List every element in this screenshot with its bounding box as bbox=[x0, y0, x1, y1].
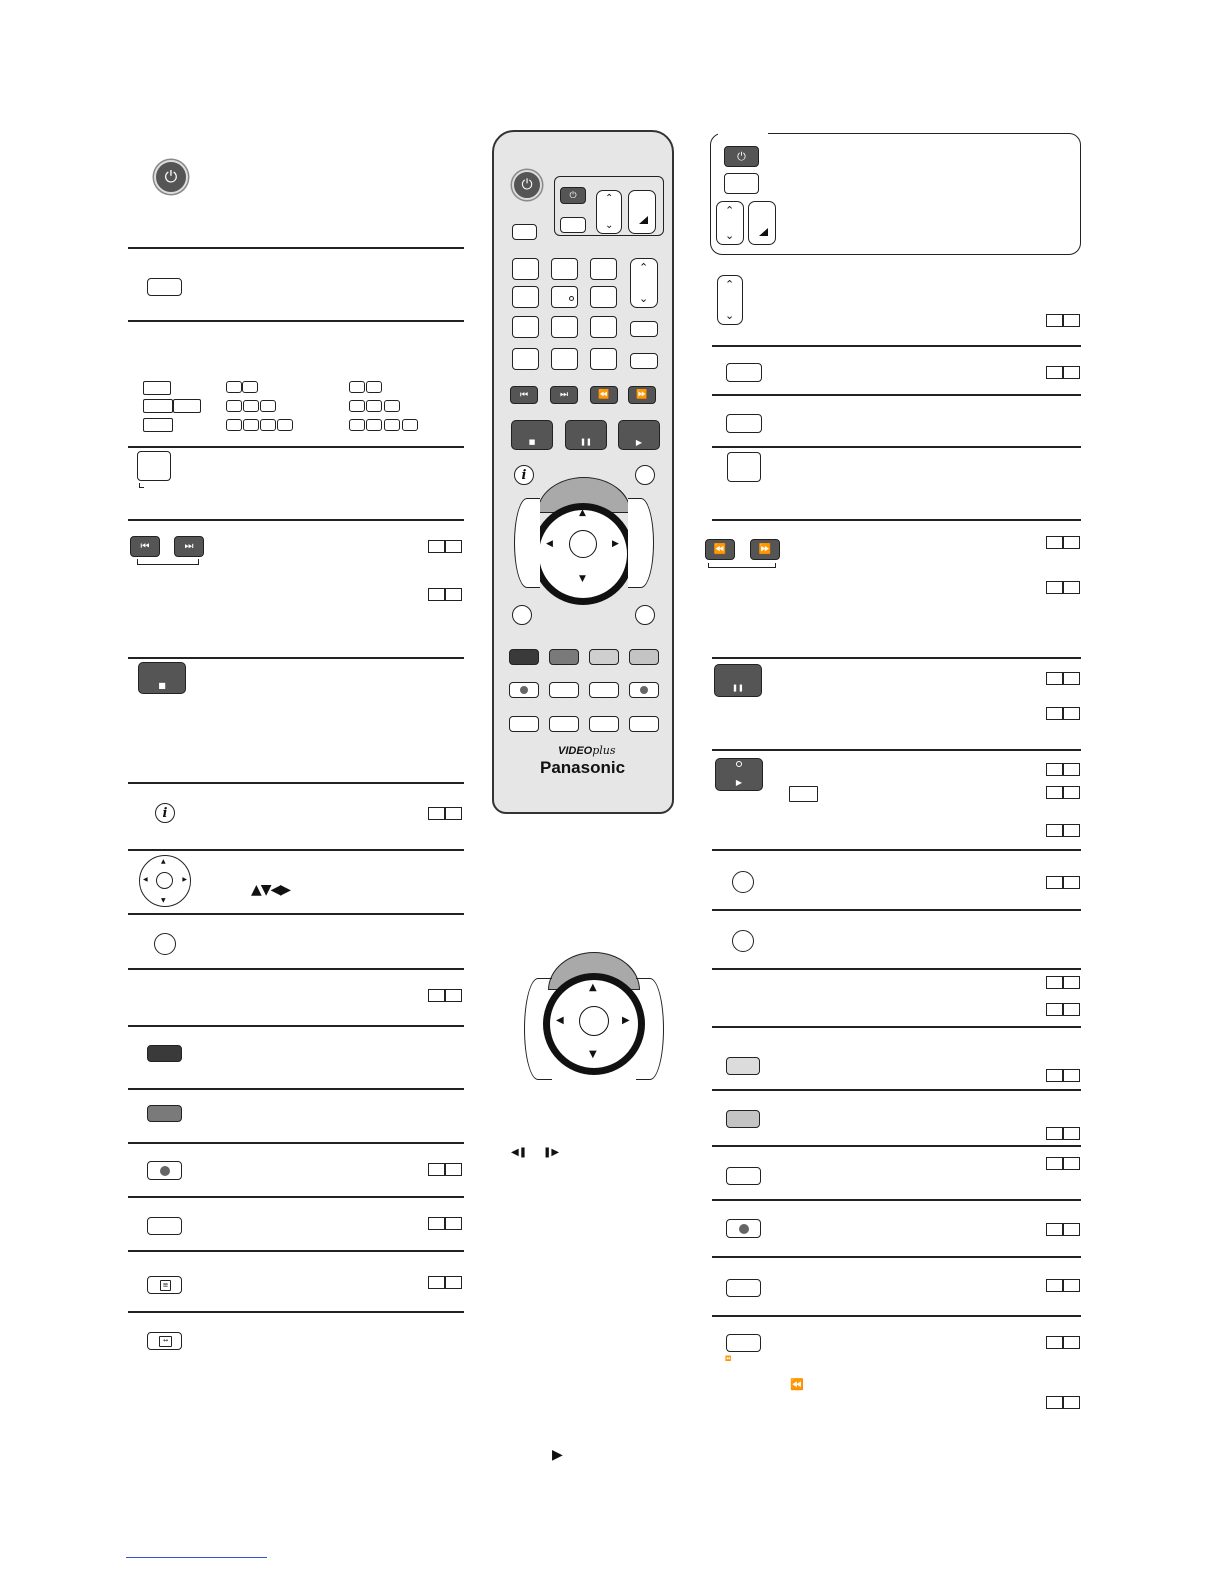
right-arrow-icon: ▶ bbox=[612, 539, 619, 549]
book-icon bbox=[1046, 1336, 1080, 1350]
skip-back-key-icon: ⏮ bbox=[510, 386, 538, 404]
number-key-icon bbox=[590, 258, 617, 280]
color-key-silver-icon bbox=[726, 1110, 760, 1128]
bracket-mark bbox=[139, 483, 144, 488]
divider bbox=[128, 913, 464, 915]
play-key-icon: ▶ bbox=[715, 758, 763, 791]
divider bbox=[712, 1089, 1081, 1091]
tv-power-key-icon: ⏻ bbox=[560, 187, 586, 204]
nav-left-arc bbox=[514, 498, 540, 588]
divider bbox=[712, 657, 1081, 659]
number-key-icon bbox=[512, 348, 539, 370]
book-icon bbox=[428, 807, 462, 821]
book-icon bbox=[1046, 1069, 1080, 1083]
round-key-icon bbox=[635, 605, 655, 625]
color-key-light-icon bbox=[726, 1057, 760, 1075]
divider bbox=[128, 446, 464, 448]
book-icon bbox=[1046, 314, 1080, 328]
book-icon bbox=[1046, 1003, 1080, 1017]
book-icon bbox=[1046, 1279, 1080, 1293]
divider bbox=[712, 394, 1081, 396]
footer-link-underline bbox=[126, 1557, 267, 1558]
stop-key-icon: ■ bbox=[138, 662, 186, 694]
rewind-key-icon: ⏪ bbox=[705, 539, 735, 560]
number-key-icon bbox=[590, 348, 617, 370]
key-outline-icon bbox=[727, 452, 761, 482]
divider bbox=[712, 345, 1081, 347]
frame-back-icon: ◀❚ bbox=[511, 1147, 528, 1158]
divider bbox=[712, 1026, 1081, 1028]
divider bbox=[128, 849, 464, 851]
key-outline-icon bbox=[726, 363, 762, 382]
number-key-icon bbox=[551, 286, 578, 308]
tv-input-key-icon bbox=[724, 173, 759, 194]
function-key-icon: ↔ bbox=[147, 1332, 182, 1350]
number-key-icon bbox=[551, 258, 578, 280]
divider bbox=[712, 1145, 1081, 1147]
divider bbox=[128, 1142, 464, 1144]
book-icon bbox=[428, 588, 462, 602]
number-key-icon bbox=[512, 258, 539, 280]
small-rewind-mark-icon: ⏪ bbox=[725, 1356, 732, 1362]
book-icon bbox=[1046, 707, 1080, 721]
fast-forward-key-icon: ⏩ bbox=[750, 539, 780, 560]
up-arrow-icon: ▲ bbox=[579, 508, 586, 518]
book-icon bbox=[428, 1217, 462, 1231]
divider bbox=[128, 247, 464, 249]
key-outline-icon bbox=[137, 451, 171, 481]
tv-channel-key-icon: ⌃ ⌄ bbox=[716, 201, 744, 245]
remote-control-illustration bbox=[492, 130, 674, 814]
pause-key-icon: ❚❚ bbox=[714, 664, 762, 697]
key-outline-icon bbox=[726, 1334, 761, 1352]
divider bbox=[128, 1196, 464, 1198]
book-icon bbox=[1046, 1396, 1080, 1410]
left-arrow-icon: ◀ bbox=[546, 539, 553, 549]
function-key-outline-icon bbox=[589, 716, 619, 732]
divider bbox=[128, 320, 464, 322]
tv-channel-key-icon: ⌃ ⌄ bbox=[596, 190, 622, 234]
divider bbox=[128, 657, 464, 659]
divider bbox=[712, 849, 1081, 851]
divider bbox=[712, 1199, 1081, 1201]
book-icon bbox=[1046, 1223, 1080, 1237]
tv-volume-key-icon bbox=[748, 201, 776, 245]
divider bbox=[128, 782, 464, 784]
record-key-icon bbox=[726, 1219, 761, 1238]
divider bbox=[712, 968, 1081, 970]
color-key-dark-icon bbox=[147, 1045, 182, 1062]
color-key-gray-icon bbox=[549, 649, 579, 665]
book-icon bbox=[1046, 786, 1080, 800]
key-outline-icon bbox=[789, 786, 818, 802]
frame-forward-icon: ❚▶ bbox=[543, 1147, 560, 1158]
right-arrow-icon: ▶ bbox=[622, 1015, 630, 1026]
play-key-icon: ▶ bbox=[618, 420, 660, 450]
enter-key-icon bbox=[569, 530, 597, 558]
round-key-icon bbox=[732, 871, 754, 893]
input-select-key-icon bbox=[512, 224, 537, 240]
book-icon bbox=[1046, 876, 1080, 890]
number-key-icon bbox=[512, 286, 539, 308]
record-key-icon bbox=[509, 682, 539, 698]
menu-key-icon: ≡ bbox=[147, 1276, 182, 1294]
book-icon bbox=[1046, 1127, 1080, 1141]
enter-key-icon bbox=[579, 1006, 609, 1036]
number-key-icon bbox=[551, 348, 578, 370]
divider bbox=[712, 446, 1081, 448]
info-icon: i bbox=[155, 803, 175, 823]
pause-key-icon: ❚❚ bbox=[565, 420, 607, 450]
divider bbox=[128, 968, 464, 970]
divider bbox=[712, 749, 1081, 751]
function-key-outline-icon bbox=[549, 682, 579, 698]
record-key-icon bbox=[629, 682, 659, 698]
round-key-icon bbox=[635, 465, 655, 485]
tv-box-tab bbox=[718, 131, 768, 135]
key-outline-icon bbox=[147, 278, 182, 296]
book-icon bbox=[1046, 824, 1080, 838]
book-icon bbox=[428, 1276, 462, 1290]
color-key-light-icon bbox=[589, 649, 619, 665]
record-key-icon bbox=[147, 1161, 182, 1180]
side-key-icon bbox=[630, 353, 658, 369]
divider bbox=[128, 519, 464, 521]
book-icon bbox=[428, 1163, 462, 1177]
rewind-key-icon: ⏪ bbox=[590, 386, 618, 404]
menu-key-icon bbox=[509, 716, 539, 732]
divider bbox=[712, 519, 1081, 521]
tv-input-key-icon bbox=[560, 217, 586, 233]
color-key-dark-icon bbox=[509, 649, 539, 665]
round-key-icon bbox=[154, 933, 176, 955]
videoplus-logo: VIDEOplus bbox=[558, 744, 616, 757]
brand-logo: Panasonic bbox=[540, 758, 626, 777]
number-key-icon bbox=[551, 316, 578, 338]
book-icon bbox=[1046, 1157, 1080, 1171]
divider bbox=[712, 909, 1081, 911]
tv-volume-key-icon bbox=[628, 190, 656, 234]
book-icon bbox=[428, 989, 462, 1003]
info-icon: i bbox=[514, 465, 534, 485]
key-outline-icon bbox=[726, 414, 762, 433]
function-key-outline-icon bbox=[629, 716, 659, 732]
fast-forward-key-icon: ⏩ bbox=[628, 386, 656, 404]
skip-forward-key-icon: ⏭ bbox=[174, 536, 204, 557]
divider bbox=[128, 1088, 464, 1090]
number-key-icon bbox=[512, 316, 539, 338]
divider bbox=[128, 1025, 464, 1027]
divider bbox=[128, 1311, 464, 1313]
rewind-symbol-icon: ⏪ bbox=[790, 1378, 804, 1391]
down-arrow-icon: ▼ bbox=[589, 1049, 597, 1060]
book-icon bbox=[428, 540, 462, 554]
round-key-icon bbox=[732, 930, 754, 952]
down-arrow-icon: ▼ bbox=[579, 574, 586, 584]
bracket-mark bbox=[708, 563, 776, 568]
power-icon bbox=[512, 170, 542, 200]
key-outline-icon bbox=[147, 1217, 182, 1235]
divider bbox=[712, 1315, 1081, 1317]
tv-power-key-icon: ⏻ bbox=[724, 146, 759, 167]
number-key-icon bbox=[590, 316, 617, 338]
up-arrow-icon: ▲ bbox=[589, 982, 597, 993]
navigation-pad-icon: ▲ ▼ ◀ ▶ bbox=[139, 855, 191, 907]
divider bbox=[712, 1256, 1081, 1258]
key-outline-icon bbox=[726, 1167, 761, 1185]
arrow-keys-icon: ▲▼◀▶ bbox=[251, 882, 291, 898]
key-outline-icon bbox=[726, 1279, 761, 1297]
color-key-silver-icon bbox=[629, 649, 659, 665]
power-icon bbox=[154, 160, 188, 194]
function-key-outline-icon bbox=[589, 682, 619, 698]
continue-arrow-icon: ▶ bbox=[552, 1447, 563, 1463]
round-key-icon bbox=[512, 605, 532, 625]
skip-forward-key-icon: ⏭ bbox=[550, 386, 578, 404]
channel-key-icon: ⌃ ⌄ bbox=[717, 275, 743, 325]
book-icon bbox=[1046, 536, 1080, 550]
book-icon bbox=[1046, 581, 1080, 595]
bracket-mark bbox=[137, 559, 199, 565]
book-icon bbox=[1046, 672, 1080, 686]
book-icon bbox=[1046, 976, 1080, 990]
channel-key-icon: ⌃ ⌄ bbox=[630, 258, 658, 308]
book-icon bbox=[1046, 763, 1080, 777]
color-key-gray-icon bbox=[147, 1105, 182, 1122]
stop-key-icon: ■ bbox=[511, 420, 553, 450]
nav-right-arc bbox=[628, 498, 654, 588]
skip-back-key-icon: ⏮ bbox=[130, 536, 160, 557]
divider bbox=[128, 1250, 464, 1252]
number-key-icon bbox=[590, 286, 617, 308]
function-key-icon bbox=[549, 716, 579, 732]
left-arrow-icon: ◀ bbox=[556, 1015, 564, 1026]
book-icon bbox=[1046, 366, 1080, 380]
side-key-icon bbox=[630, 321, 658, 337]
